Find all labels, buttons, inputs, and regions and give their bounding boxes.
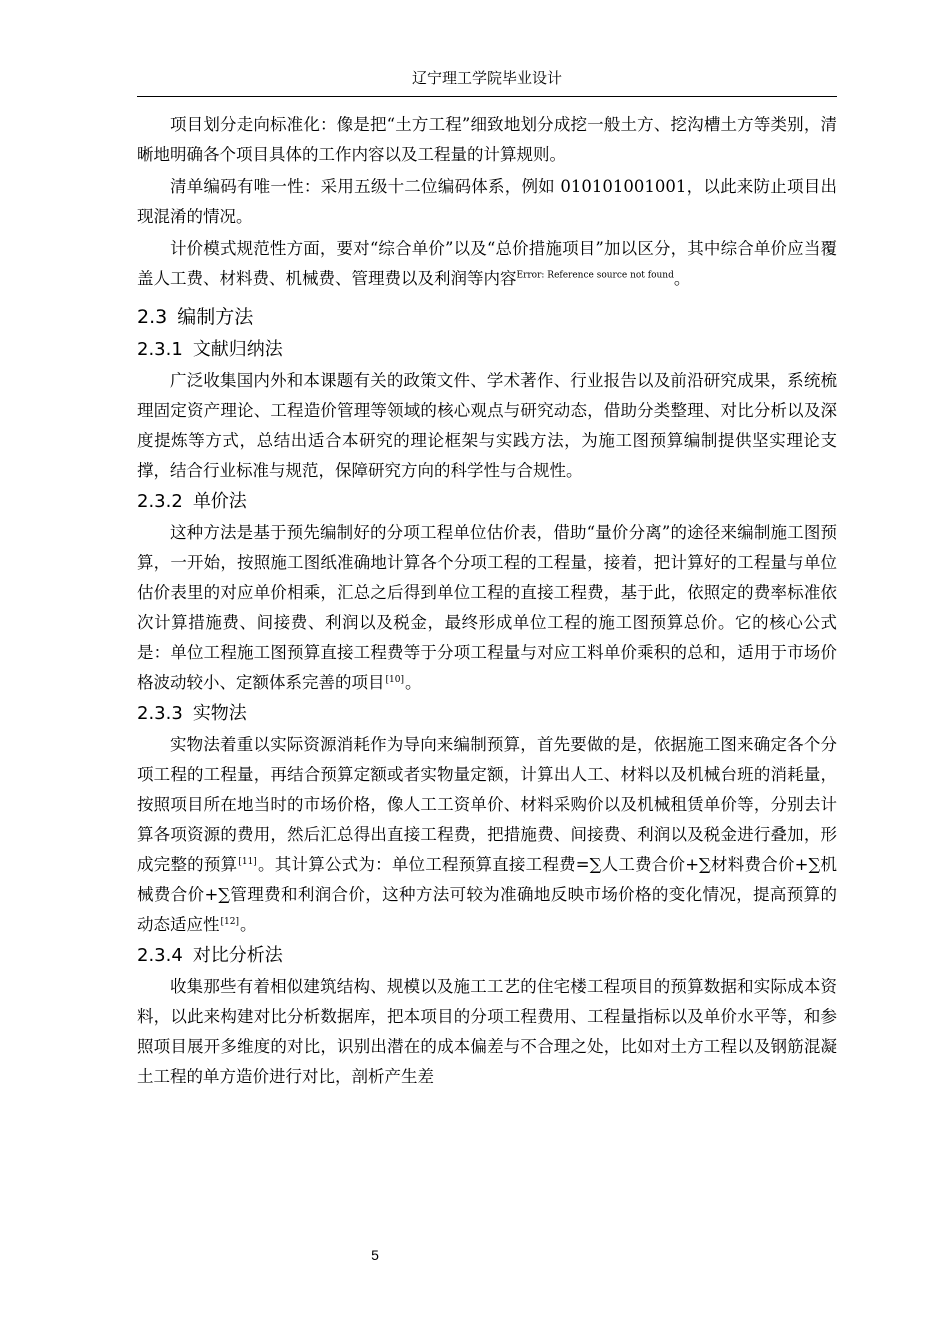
section-number: 2.3.3 bbox=[137, 703, 183, 724]
paragraph-comparison-method bbox=[137, 972, 837, 1092]
paragraph-end: 。 bbox=[239, 915, 257, 934]
page-header: 辽宁理工学院毕业设计 bbox=[411, 69, 562, 87]
header-rule bbox=[137, 96, 837, 97]
paragraph-unique-code bbox=[137, 172, 837, 232]
paragraph-text: 广泛收集国内外和本课题有关的政策文件、学术著作、行业报告以及前沿研究成果，系统梳理固定资产理论、工程造价管理等领域的核心观点与研究动态，借助分类整理、对比分析以及深度提炼等方式，总结出适合本研究的理论框架与实践方法，为施工图预算编制提供坚实理论支撑，结合行业标准与规范，保障研究方向的科学性与合规性。 bbox=[137, 371, 837, 480]
section-title: 对比分析法 bbox=[192, 945, 283, 966]
paragraph-unit-price-method bbox=[137, 518, 837, 698]
section-heading-2-3-4 bbox=[137, 940, 837, 972]
paragraph-text: 计价模式规范性方面，要对“综合单价”以及“总价措施项目”加以区分，其中综合单价应当覆盖人工费、材料费、机械费、管理费以及利润等内容 bbox=[137, 239, 837, 288]
section-title: 单价法 bbox=[192, 491, 247, 512]
paragraph-text: 实物法着重以实际资源消耗作为导向来编制预算，首先要做的是，依据施工图来确定各个分项工程的工程量，再结合预算定额或者实物量定额，计算出人工、材料以及机械台班的消耗量，按照项目所在地当时的市场价格，像人工工资单价、材料采购价以及机械租赁单价等，分别去计算各项资源的费用，然后汇总得出直接工程费，把措施费、间接费、利润以及税金进行叠加，形成完整的预算 bbox=[137, 735, 837, 874]
paragraph-end: 。 bbox=[673, 269, 691, 288]
citation-ref: [10] bbox=[385, 674, 404, 685]
section-title: 文献归纳法 bbox=[192, 339, 283, 360]
section-number: 2.3.2 bbox=[137, 491, 183, 512]
paragraph-end: 。 bbox=[404, 673, 422, 692]
paragraph-standardization bbox=[137, 110, 837, 170]
paragraph-text: 项目划分走向标准化：像是把“土方工程”细致地划分成挖一般土方、挖沟槽土方等类别，清晰地明确各个项目具体的工作内容以及工程量的计算规则。 bbox=[137, 115, 837, 164]
section-title: 编制方法 bbox=[177, 306, 254, 328]
section-title: 实物法 bbox=[192, 703, 247, 724]
paragraph-text: 清单编码有唯一性：采用五级十二位编码体系，例如 010101001001，以此来防止项目出现混淆的情况。 bbox=[137, 177, 837, 226]
paragraph-text: 收集那些有着相似建筑结构、规模以及施工工艺的住宅楼工程项目的预算数据和实际成本资料，以此来构建对比分析数据库，把本项目的分项工程费用、工程量指标以及单价水平等，和参照项目展开多维度的对比，识别出潜在的成本偏差与不合理之处，比如对土方工程以及钢筋混凝土工程的单方造价进行对比，剖析产生差 bbox=[137, 977, 837, 1086]
section-heading-2-3-3 bbox=[137, 698, 837, 730]
section-number: 2.3.1 bbox=[137, 339, 183, 360]
section-heading-2-3-2 bbox=[137, 486, 837, 518]
section-heading-2-3 bbox=[137, 300, 837, 334]
paragraph-pricing-mode bbox=[137, 234, 837, 294]
paragraph-physical-method bbox=[137, 730, 837, 940]
page-footer bbox=[0, 1247, 950, 1263]
section-heading-2-3-1 bbox=[137, 334, 837, 366]
section-number: 2.3 bbox=[137, 306, 168, 328]
paragraph-text: 。其计算公式为：单位工程预算直接工程费=∑人工费合价+∑材料费合价+∑机械费合价+∑管理费和利润合价，这种方法可较为准确地反映市场价格的变化情况，提高预算的动态适应性 bbox=[137, 855, 838, 934]
citation-ref: [12] bbox=[220, 916, 239, 927]
paragraph-text: 这种方法是基于预先编制好的分项工程单位估价表，借助“量价分离”的途径来编制施工图预算，一开始，按照施工图纸准确地计算各个分项工程的工程量，接着，把计算好的工程量与单位估价表里的对应单价相乘，汇总之后得到单位工程的直接工程费，基于此，依照定的费率标准依次计算措施费、间接费、利润以及税金，最终形成单位工程的施工图预算总价。它的核心公式是：单位工程施工图预算直接工程费等于分项工程量与对应工料单价乘积的总和，适用于市场价格波动较小、定额体系完善的项目 bbox=[137, 523, 837, 692]
citation-ref: [11] bbox=[238, 856, 257, 867]
page-content bbox=[137, 110, 837, 1092]
reference-error: Error: Reference source not found bbox=[516, 270, 674, 281]
section-number: 2.3.4 bbox=[137, 945, 183, 966]
page-number: 5 bbox=[371, 1247, 379, 1263]
paragraph-literature-method bbox=[137, 366, 837, 486]
